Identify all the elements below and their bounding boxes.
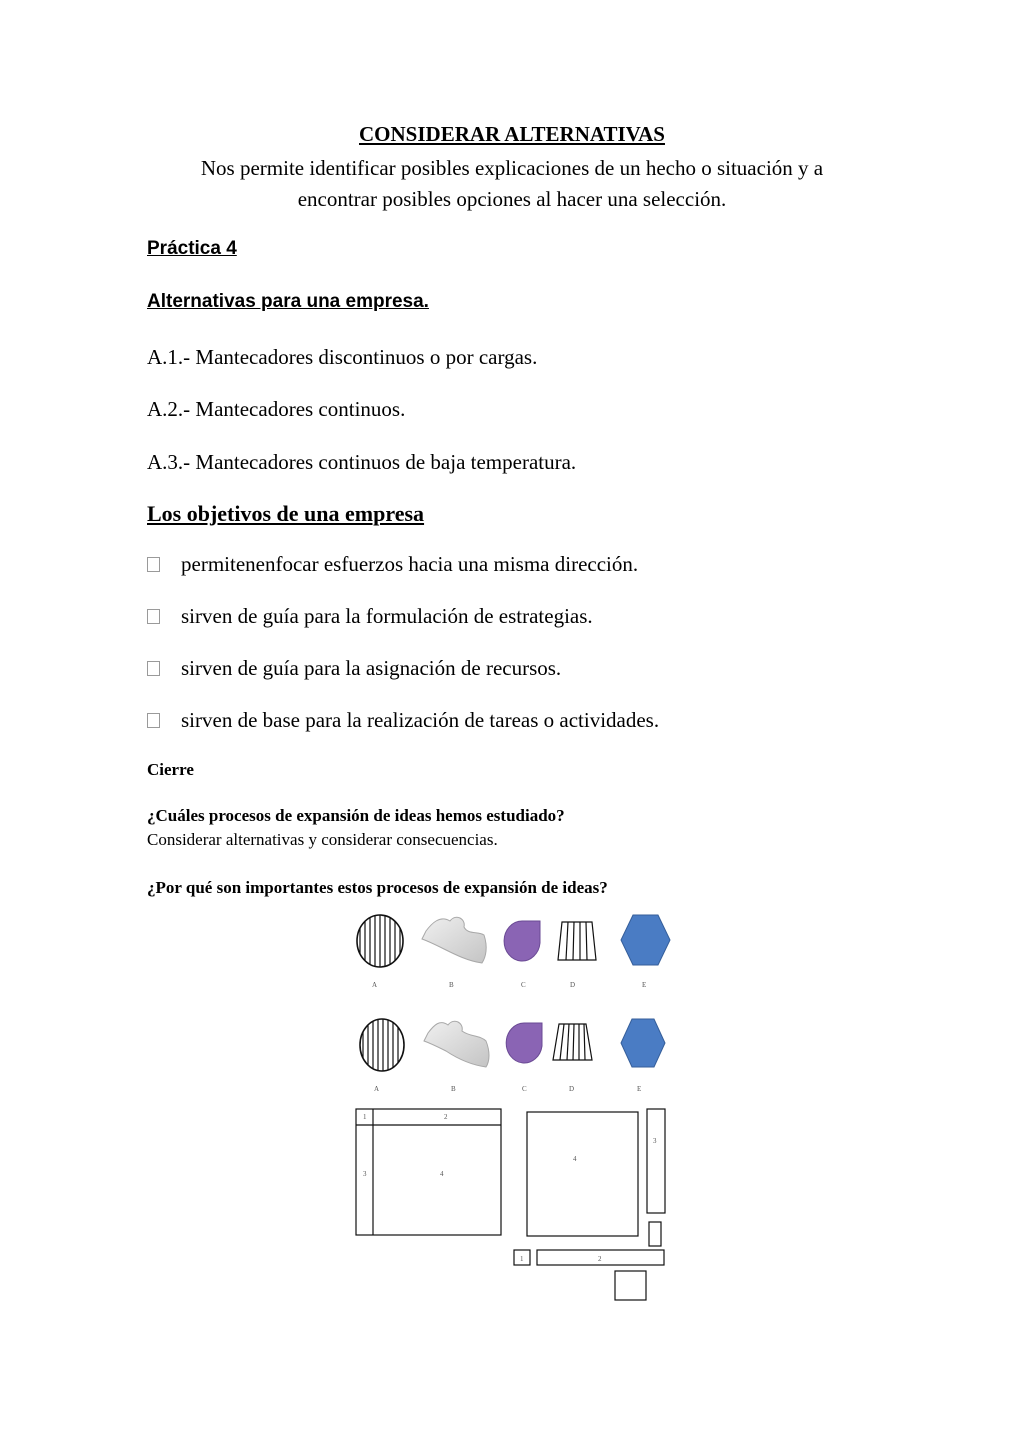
checkbox-icon [147,609,160,624]
shapes-figure [340,905,690,1305]
objective-text: sirven de base para la realización de tareas o actividades. [181,708,660,732]
closing-heading: Cierre [147,760,194,779]
alternative-item: A.3.- Mantecadores continuos de baja temperatura. [147,450,577,474]
shape-b-irregular [424,1021,489,1067]
layout-b-label: 4 [573,1155,577,1163]
checkbox-icon [147,713,160,728]
shape-label-e: E [642,981,647,989]
practice-heading: Práctica 4 [147,238,237,259]
shape-label-b: B [449,981,454,989]
closing-question-2: ¿Por qué son importantes estos procesos de expansión de ideas? [147,878,608,897]
layout-b-label: 2 [598,1255,602,1263]
shape-label-a: A [374,1085,380,1093]
shape-e-hexagon [621,915,670,965]
shape-label-c: C [521,981,526,989]
shape-a-striped-circle [357,913,403,969]
layout-b-label: 3 [653,1137,657,1145]
objective-item [147,552,638,577]
objective-item [147,656,561,681]
layout-diagram-a [356,1109,501,1235]
intro-text [0,153,1024,215]
shape-label-e: E [637,1085,642,1093]
closing-question-1: ¿Cuáles procesos de expansión de ideas hemos estudiado? [147,806,565,825]
objective-text: sirven de guía para la asignación de recursos. [181,656,562,680]
objective-text: permitenenfocar esfuerzos hacia una misma dirección. [181,552,639,576]
objective-text: sirven de guía para la formulación de estrategias. [181,604,593,628]
shape-d-striped-trapezoid [553,1024,592,1060]
objective-item [147,708,659,733]
page-title: CONSIDERAR ALTERNATIVAS [359,122,665,146]
shape-label-d: D [570,981,576,989]
layout-a-label: 1 [363,1113,367,1121]
shape-label-a: A [372,981,378,989]
layout-a-label: 4 [440,1170,444,1178]
layout-diagram-b [514,1109,665,1300]
shape-label-c: C [522,1085,527,1093]
layout-a-label: 3 [363,1170,367,1178]
intro-line-2: encontrar posibles opciones al hacer una selección. [297,187,727,211]
alternative-item: A.2.- Mantecadores continuos. [147,397,406,421]
shape-a-striped-circle [360,1017,404,1073]
closing-answer-1: Considerar alternativas y considerar consecuencias. [147,830,498,849]
shape-e-hexagon [621,1019,665,1067]
intro-line-1: Nos permite identificar posibles explicaciones de un hecho o situación y a [200,156,824,180]
shape-d-striped-trapezoid [558,922,596,960]
objectives-heading: Los objetivos de una empresa [147,501,425,526]
alternatives-heading: Alternativas para una empresa. [147,291,429,312]
shape-label-d: D [569,1085,575,1093]
shape-c-drop [504,921,540,961]
alternative-item: A.1.- Mantecadores discontinuos o por cargas. [147,345,538,369]
checkbox-icon [147,557,160,572]
checkbox-icon [147,661,160,676]
shape-label-b: B [451,1085,456,1093]
objective-item [147,604,593,629]
layout-b-label: 1 [520,1255,524,1263]
shape-b-irregular [422,917,486,963]
shape-c-drop [506,1023,542,1063]
layout-a-label: 2 [444,1113,448,1121]
